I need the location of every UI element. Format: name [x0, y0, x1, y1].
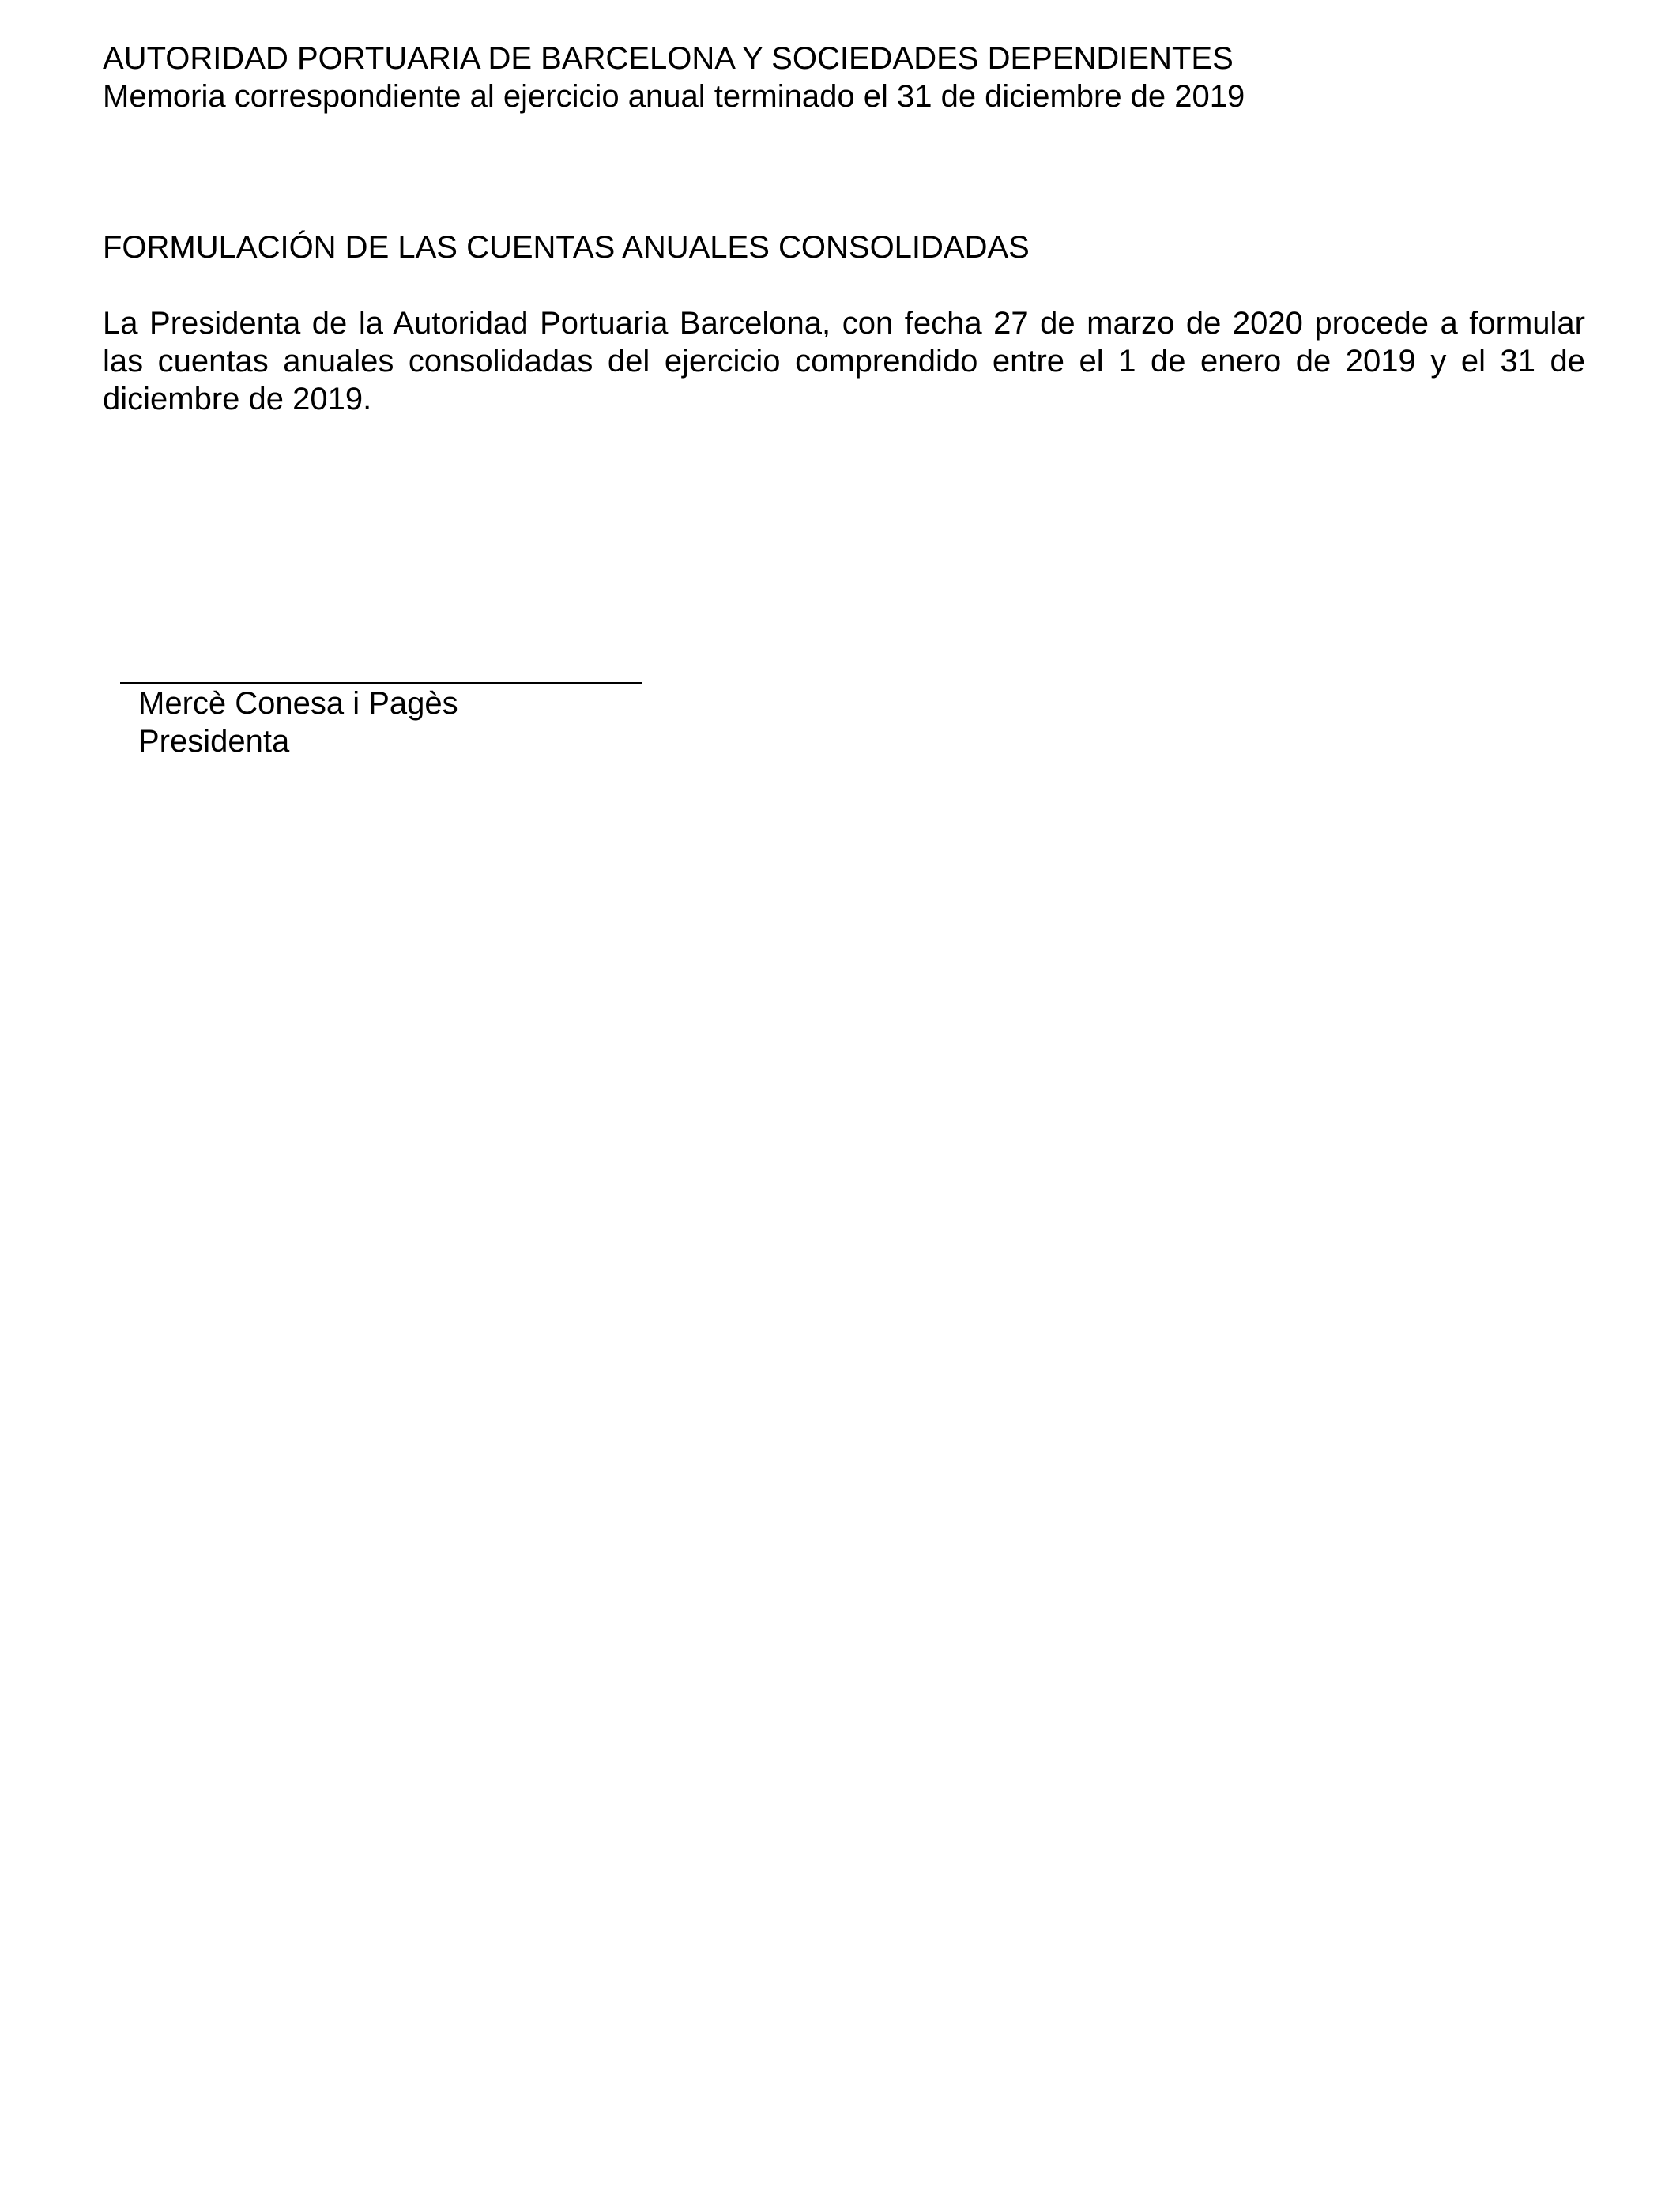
section-title: FORMULACIÓN DE LAS CUENTAS ANUALES CONSOLIDADAS	[103, 230, 1030, 265]
document-header	[103, 40, 1588, 115]
organization-name: AUTORIDAD PORTUARIA DE BARCELONA Y SOCIEDADES DEPENDIENTES	[103, 41, 1234, 76]
document-subtitle: Memoria correspondiente al ejercicio anual terminado el 31 de diciembre de 2019	[103, 79, 1245, 114]
signatory-name: Mercè Conesa i Pagès	[138, 686, 458, 721]
signature-line	[120, 682, 642, 684]
signatory-role: Presidenta	[138, 724, 290, 759]
body-paragraph: La Presidenta de la Autoridad Portuaria Barcelona, con fecha 27 de marzo de 2020 procede a formular las cuentas anuales consolidadas del ejercicio comprendido entre el 1 de enero de 2019 y el 31 de diciembre de 2019.	[103, 306, 1585, 417]
signature-block	[138, 684, 458, 760]
